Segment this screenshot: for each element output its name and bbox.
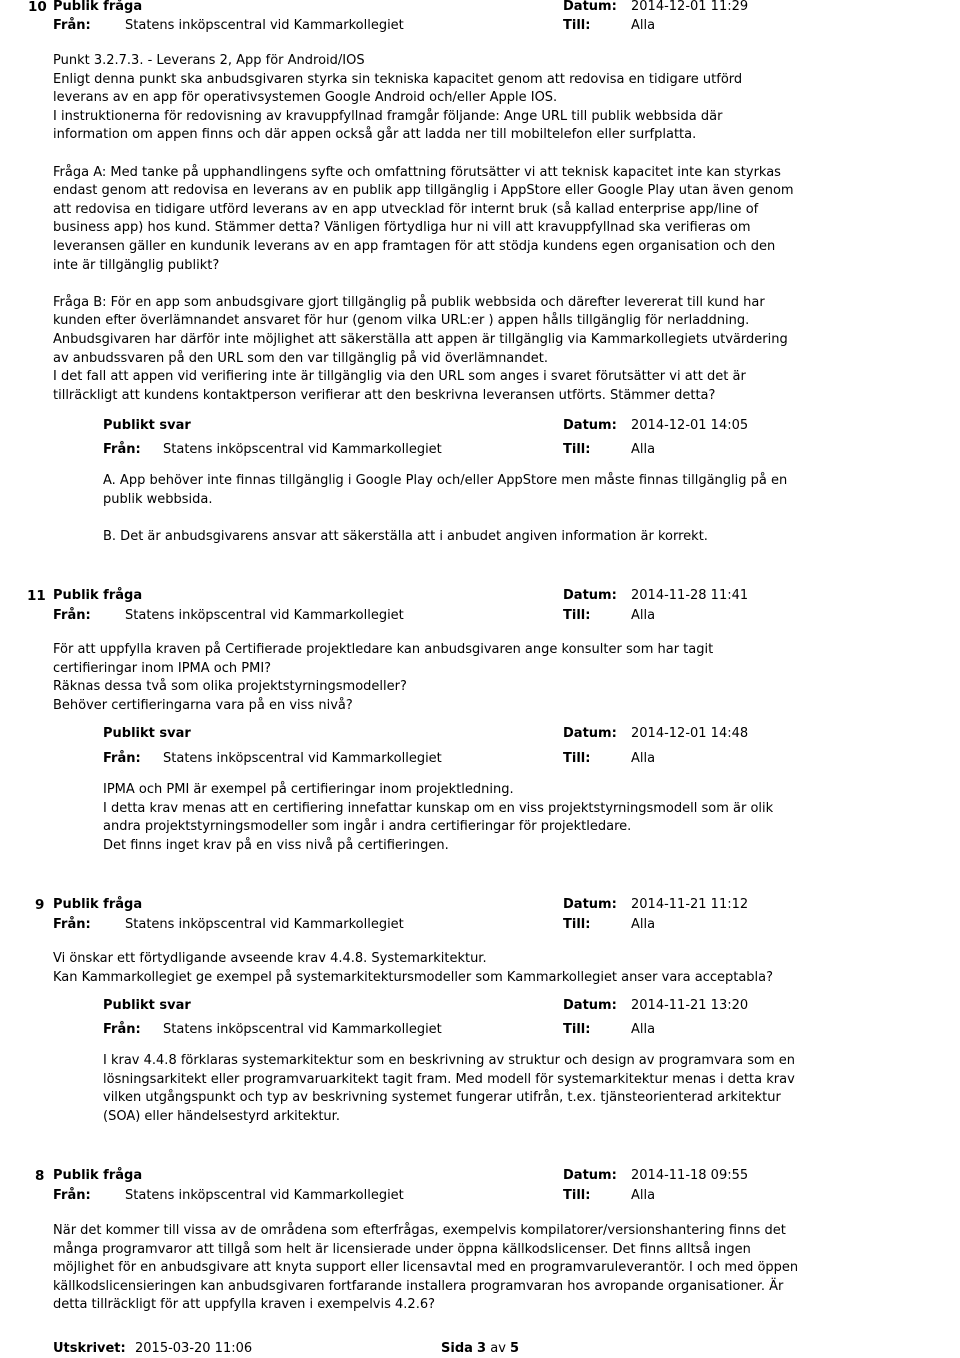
question-text-line: Kan Kammarkollegiet ge exempel på systemarkitektursmodeller som Kammarkollegiet anser vara acceptabla? xyxy=(53,969,774,985)
question-text-line: När det kommer till vissa av de områdena som efterfrågas, exempelvis kompilatorer/versionshantering finns det xyxy=(53,1223,786,1238)
question-text-line: Räknas dessa två som olika projektstyrningsmodeller? xyxy=(53,679,407,695)
question-number: 8 xyxy=(35,1168,45,1184)
answer-from: Statens inköpscentral vid Kammarkollegiet xyxy=(163,442,442,457)
printed-label: Utskrivet: xyxy=(53,1341,126,1356)
answer-text-line: I krav 4.4.8 förklaras systemarkitektur som en beskrivning av struktur och design av programvara som en xyxy=(103,1053,795,1068)
question-text-line: I det fall att appen vid verifiering inte är tillgänglig via den URL som anges i svaret förutsätter vi att det är xyxy=(53,369,746,385)
question-from: Statens inköpscentral vid Kammarkollegiet xyxy=(125,917,404,932)
answer-date: 2014-12-01 14:05 xyxy=(631,418,749,433)
question-to: Alla xyxy=(631,18,656,33)
page-label: Sida xyxy=(441,1341,473,1356)
from-label: Från: xyxy=(53,1188,91,1203)
date-label: Datum: xyxy=(563,998,617,1013)
question-text-line: detta tillräckligt för att uppfylla kraven i exempelvis 4.2.6? xyxy=(53,1297,435,1313)
to-label: Till: xyxy=(563,751,591,766)
date-label: Datum: xyxy=(563,726,617,741)
question-text-line: leveransen gäller en kundunik leverans av en app framtagen för att stödja kundens egen organisation och den xyxy=(53,238,776,254)
answer-text-line: A. App behöver inte finnas tillgänglig i Google Play och/eller AppStore men måste finnas tillgänglig på en xyxy=(103,473,788,488)
from-label: Från: xyxy=(103,442,141,457)
question-number: 9 xyxy=(35,897,45,913)
question-date: 2014-12-01 11:29 xyxy=(631,0,749,14)
answer-text-line: (SOA) eller händelsestyrd arkitektur. xyxy=(103,1108,340,1124)
question-date: 2014-11-28 11:41 xyxy=(631,588,749,603)
question-to: Alla xyxy=(631,1188,656,1203)
to-label: Till: xyxy=(563,18,591,33)
question-date: 2014-11-18 09:55 xyxy=(631,1168,749,1183)
answer-text-line: I detta krav menas att en certifiering innefattar kunskap om en viss projektstyrningsmodell som är olik xyxy=(103,800,774,816)
question-body xyxy=(53,52,933,405)
answer-heading: Publikt svar xyxy=(103,726,191,741)
question-date: 2014-11-21 11:12 xyxy=(631,897,749,912)
answer-text-line: vilken utgångspunkt och typ av beskrivning systemet fungerar utifrån, t.ex. tjänsteorienterad arkitektur xyxy=(103,1090,781,1106)
question-text-line: endast genom att redovisa en leverans av en publik app tillgänglig i AppStore eller Google Play utan även genom xyxy=(53,183,794,199)
question-body xyxy=(53,641,933,715)
to-label: Till: xyxy=(563,608,591,623)
question-from: Statens inköpscentral vid Kammarkollegiet xyxy=(125,608,404,623)
question-heading: Publik fråga xyxy=(53,0,143,14)
question-body xyxy=(53,950,933,987)
question-text-line: Vi önskar ett förtydligande avseende krav 4.4.8. Systemarkitektur. xyxy=(53,951,487,966)
from-label: Från: xyxy=(103,751,141,766)
answer-date: 2014-12-01 14:48 xyxy=(631,726,749,741)
answer-to: Alla xyxy=(631,442,656,457)
from-label: Från: xyxy=(103,1022,141,1037)
question-heading: Publik fråga xyxy=(53,588,143,603)
question-text-line: Anbudsgivaren har därför inte möjlighet att säkerställa att appen är tillgänglig via Kammarkollegiets utvärdering xyxy=(53,331,788,347)
question-text-line: inte är tillgänglig publikt? xyxy=(53,257,220,273)
answer-text-line: Det finns inget krav på en viss nivå på certifieringen. xyxy=(103,837,449,853)
answer-text-line: andra projektstyrningsmodeller som ingår i andra certifieringar för projektledare. xyxy=(103,819,632,835)
answer-to: Alla xyxy=(631,751,656,766)
page-of: av xyxy=(490,1341,506,1356)
question-heading: Publik fråga xyxy=(53,897,143,912)
from-label: Från: xyxy=(53,18,91,33)
answer-body xyxy=(103,781,803,855)
from-label: Från: xyxy=(53,608,91,623)
page-total: 5 xyxy=(510,1341,520,1356)
date-label: Datum: xyxy=(563,0,617,14)
to-label: Till: xyxy=(563,442,591,457)
question-body xyxy=(53,1222,933,1315)
question-text-line: Punkt 3.2.7.3. - Leverans 2, App för Android/IOS xyxy=(53,53,365,68)
date-label: Datum: xyxy=(563,897,617,912)
question-to: Alla xyxy=(631,608,656,623)
question-text-line: källkodslicensieringen kan anbudsgivaren fortfarande installera programvaran hos avropande organisationer. Är xyxy=(53,1278,784,1294)
answer-date: 2014-11-21 13:20 xyxy=(631,998,749,1013)
question-text-line: Behöver certifieringarna vara på en viss nivå? xyxy=(53,697,353,713)
question-text-line: I instruktionerna för redovisning av kravuppfyllnad framgår följande: Ange URL till publik webbsida där xyxy=(53,108,723,124)
question-from: Statens inköpscentral vid Kammarkollegiet xyxy=(125,1188,404,1203)
paragraph-gap xyxy=(53,145,933,164)
paragraph-gap xyxy=(103,509,803,528)
date-label: Datum: xyxy=(563,1168,617,1183)
question-text-line: leverans av en app för operativsystemen Google Android och/eller Apple IOS. xyxy=(53,90,558,106)
date-label: Datum: xyxy=(563,418,617,433)
question-text-line: certifieringar inom IPMA och PMI? xyxy=(53,660,272,676)
question-text-line: möjlighet för en anbudsgivare att knyta support eller licensavtal med en programvaruleverantör. I och med öppen xyxy=(53,1260,799,1276)
to-label: Till: xyxy=(563,917,591,932)
question-text-line: information om appen finns och där appen också går att ladda ner till mobiltelefon eller surfplatta. xyxy=(53,127,697,143)
answer-to: Alla xyxy=(631,1022,656,1037)
answer-from: Statens inköpscentral vid Kammarkollegiet xyxy=(163,1022,442,1037)
printed-timestamp: 2015-03-20 11:06 xyxy=(135,1341,253,1356)
question-heading: Publik fråga xyxy=(53,1168,143,1183)
answer-text-line: B. Det är anbudsgivarens ansvar att säkerställa att i anbudet angiven information är korrekt. xyxy=(103,528,708,544)
answer-text-line: IPMA och PMI är exempel på certifieringar inom projektledning. xyxy=(103,782,514,797)
question-text-line: För att uppfylla kraven på Certifierade projektledare kan anbudsgivaren ange konsulter som har tagit xyxy=(53,642,714,657)
to-label: Till: xyxy=(563,1022,591,1037)
answer-heading: Publikt svar xyxy=(103,998,191,1013)
to-label: Till: xyxy=(563,1188,591,1203)
answer-text-line: publik webbsida. xyxy=(103,491,213,507)
question-text-line: kunden efter överlämnandet ansvaret för hur (genom vilka URL:er ) appen hålls tillgänglig för nerladdning. xyxy=(53,313,750,329)
question-number: 10 xyxy=(28,0,47,15)
answer-body xyxy=(103,472,803,546)
answer-text-line: lösningsarkitekt eller programvaruarkitekt tagit fram. Med modell för systemarkitektur menas i detta krav xyxy=(103,1071,795,1087)
answer-body xyxy=(103,1052,803,1126)
paragraph-gap xyxy=(53,275,933,294)
question-number: 11 xyxy=(27,588,46,604)
question-text-line: att redovisa en tidigare utförd leverans av en app utvecklad för internt bruk (så kallad enterprise app/line of xyxy=(53,201,759,217)
question-text-line: av anbudssvaren på den URL som den var tillgänglig på vid överlämnandet. xyxy=(53,350,548,366)
answer-from: Statens inköpscentral vid Kammarkollegiet xyxy=(163,751,442,766)
date-label: Datum: xyxy=(563,588,617,603)
page-indicator xyxy=(441,1341,519,1356)
question-text-line: Enligt denna punkt ska anbudsgivaren styrka sin tekniska kapacitet genom att redovisa en tidigare utförd xyxy=(53,71,743,87)
question-from: Statens inköpscentral vid Kammarkollegiet xyxy=(125,18,404,33)
from-label: Från: xyxy=(53,917,91,932)
question-to: Alla xyxy=(631,917,656,932)
question-text-line: Fråga A: Med tanke på upphandlingens syfte och omfattning förutsätter vi att teknisk kapacitet inte kan styrkas xyxy=(53,164,781,180)
question-text-line: tillräckligt att kundens kontaktperson verifierar att den beskrivna leveransen utförts. Stämmer detta? xyxy=(53,387,716,403)
answer-heading: Publikt svar xyxy=(103,418,191,433)
question-text-line: business app) hos kund. Stämmer detta? Vänligen förtydliga hur ni vill att kravuppfyllnad ska verifieras om xyxy=(53,220,751,236)
question-text-line: Fråga B: För en app som anbudsgivare gjort tillgänglig på publik webbsida och därefter levererat till kund har xyxy=(53,294,765,310)
page-current: 3 xyxy=(477,1341,487,1356)
question-text-line: många programvaror att tillgå som helt är licensierade under öppna källkodslicenser. Det finns alltså ingen xyxy=(53,1241,751,1257)
